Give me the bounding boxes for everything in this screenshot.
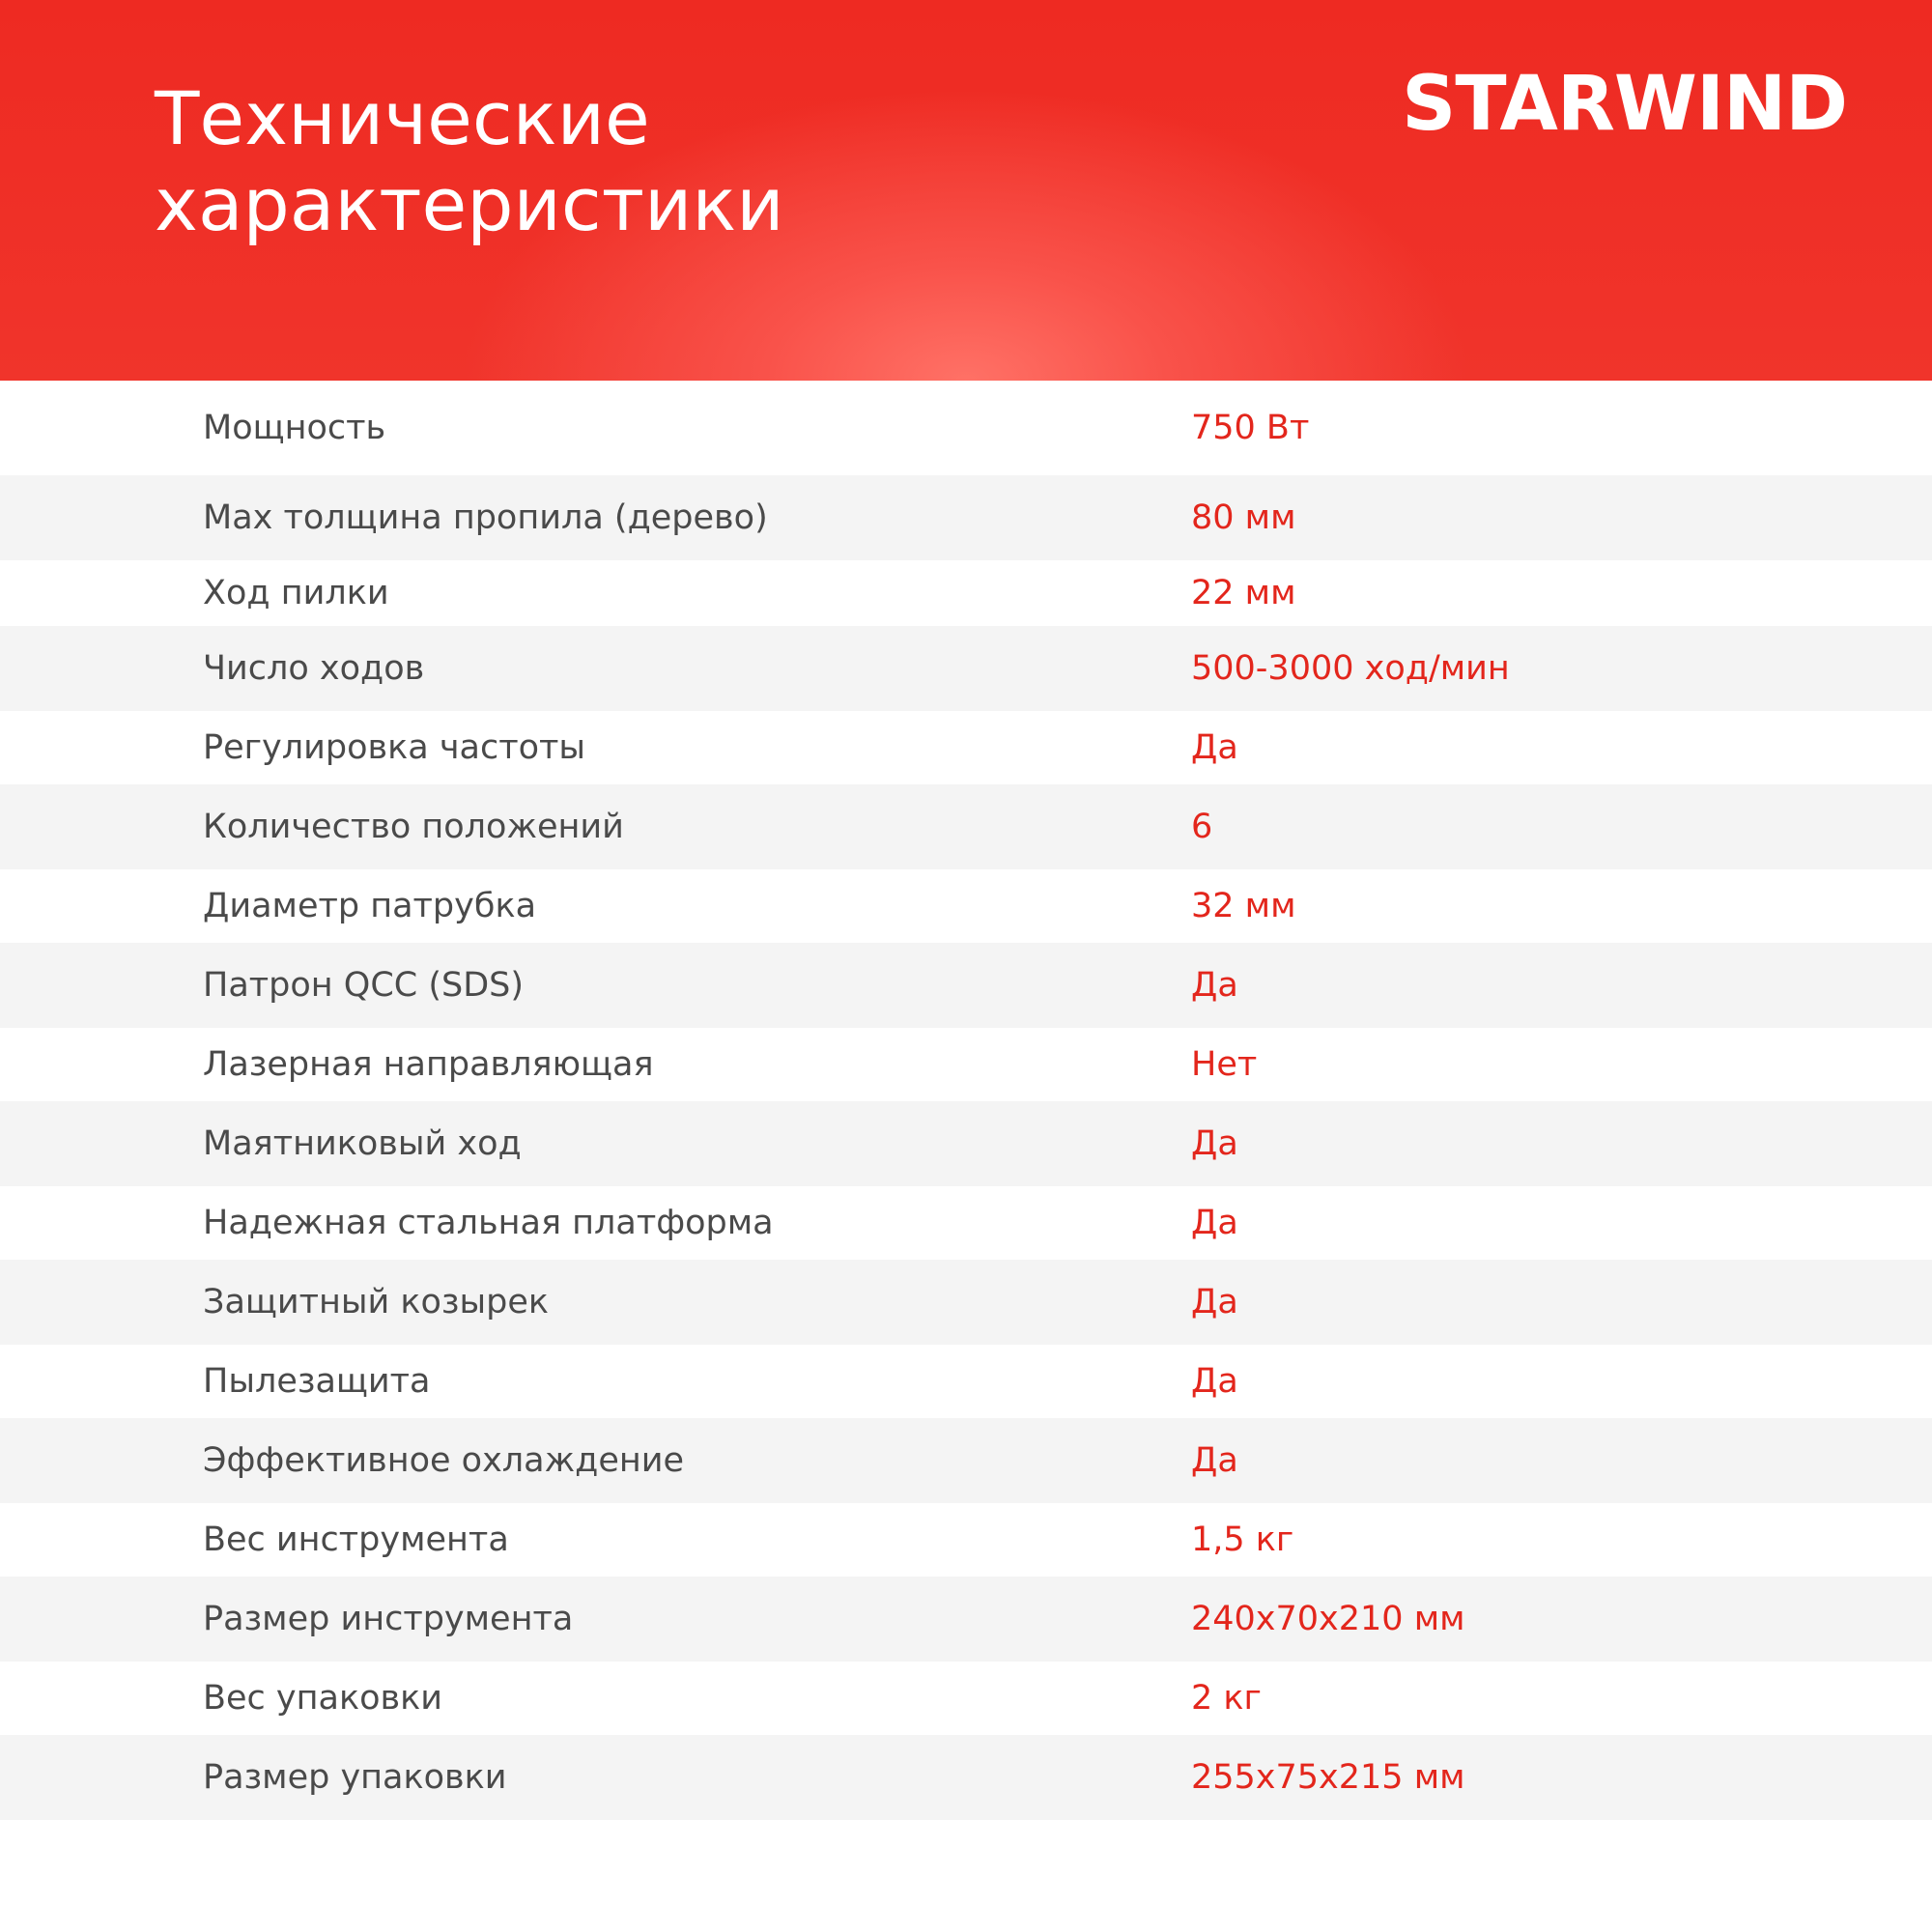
spec-value: 255x75x215 мм xyxy=(1191,1758,1465,1797)
spec-label: Вес инструмента xyxy=(203,1520,509,1559)
spec-row-steel-base xyxy=(0,1186,1932,1260)
spec-value: Да xyxy=(1191,1362,1238,1401)
spec-label: Диаметр патрубка xyxy=(203,887,537,925)
spec-value: 500-3000 ход/мин xyxy=(1191,649,1510,688)
spec-value: 6 xyxy=(1191,808,1213,846)
spec-label: Надежная стальная платформа xyxy=(203,1204,774,1242)
spec-value: Да xyxy=(1191,966,1238,1005)
spec-label: Регулировка частоты xyxy=(203,728,586,767)
spec-row-dust-protection xyxy=(0,1345,1932,1418)
spec-label: Ход пилки xyxy=(203,574,389,612)
brand-logo: STARWIND xyxy=(1402,61,1847,148)
spec-row-pendulum-action xyxy=(0,1101,1932,1186)
page-title-line-2: характеристики xyxy=(155,161,784,247)
spec-row-port-diameter xyxy=(0,869,1932,943)
spec-row-guard xyxy=(0,1260,1932,1345)
spec-value: Да xyxy=(1191,1441,1238,1480)
spec-label: Эффективное охлаждение xyxy=(203,1441,685,1480)
spec-row-blade-chuck xyxy=(0,943,1932,1028)
spec-label: Размер инструмента xyxy=(203,1600,574,1638)
spec-row-tool-size xyxy=(0,1577,1932,1662)
spec-value: Да xyxy=(1191,1283,1238,1321)
spec-label: Пылезащита xyxy=(203,1362,431,1401)
spec-value: Да xyxy=(1191,1124,1238,1163)
spec-value: 750 Вт xyxy=(1191,409,1310,447)
spec-row-tool-weight xyxy=(0,1503,1932,1577)
spec-label: Мощность xyxy=(203,409,386,447)
spec-label: Патрон QCC (SDS) xyxy=(203,966,525,1005)
spec-value: 32 мм xyxy=(1191,887,1296,925)
page-title-line-1: Технические xyxy=(155,75,650,161)
spec-row-laser-guide xyxy=(0,1028,1932,1101)
spec-row-power xyxy=(0,381,1932,475)
spec-label: Размер упаковки xyxy=(203,1758,507,1797)
spec-label: Лазерная направляющая xyxy=(203,1045,654,1084)
spec-value: Нет xyxy=(1191,1045,1258,1084)
spec-value: 240x70x210 мм xyxy=(1191,1600,1465,1638)
spec-row-positions xyxy=(0,784,1932,869)
spec-value: 80 мм xyxy=(1191,498,1296,537)
spec-row-speed-control xyxy=(0,711,1932,784)
page-title xyxy=(155,75,784,247)
spec-label: Маятниковый ход xyxy=(203,1124,522,1163)
spec-value: 22 мм xyxy=(1191,574,1296,612)
spec-row-stroke-rate xyxy=(0,626,1932,711)
header-banner xyxy=(0,0,1932,381)
spec-value: 1,5 кг xyxy=(1191,1520,1294,1559)
spec-label: Число ходов xyxy=(203,649,425,688)
spec-label: Вес упаковки xyxy=(203,1679,443,1718)
spec-value: Да xyxy=(1191,1204,1238,1242)
spec-label: Защитный козырек xyxy=(203,1283,550,1321)
spec-label: Количество положений xyxy=(203,808,624,846)
spec-value: 2 кг xyxy=(1191,1679,1262,1718)
spec-table xyxy=(0,381,1932,1820)
spec-label: Max толщина пропила (дерево) xyxy=(203,498,768,537)
spec-row-max-cut-depth xyxy=(0,475,1932,560)
spec-value: Да xyxy=(1191,728,1238,767)
spec-row-package-size xyxy=(0,1735,1932,1820)
spec-row-package-weight xyxy=(0,1662,1932,1735)
spec-row-stroke-length xyxy=(0,560,1932,626)
spec-row-cooling xyxy=(0,1418,1932,1503)
